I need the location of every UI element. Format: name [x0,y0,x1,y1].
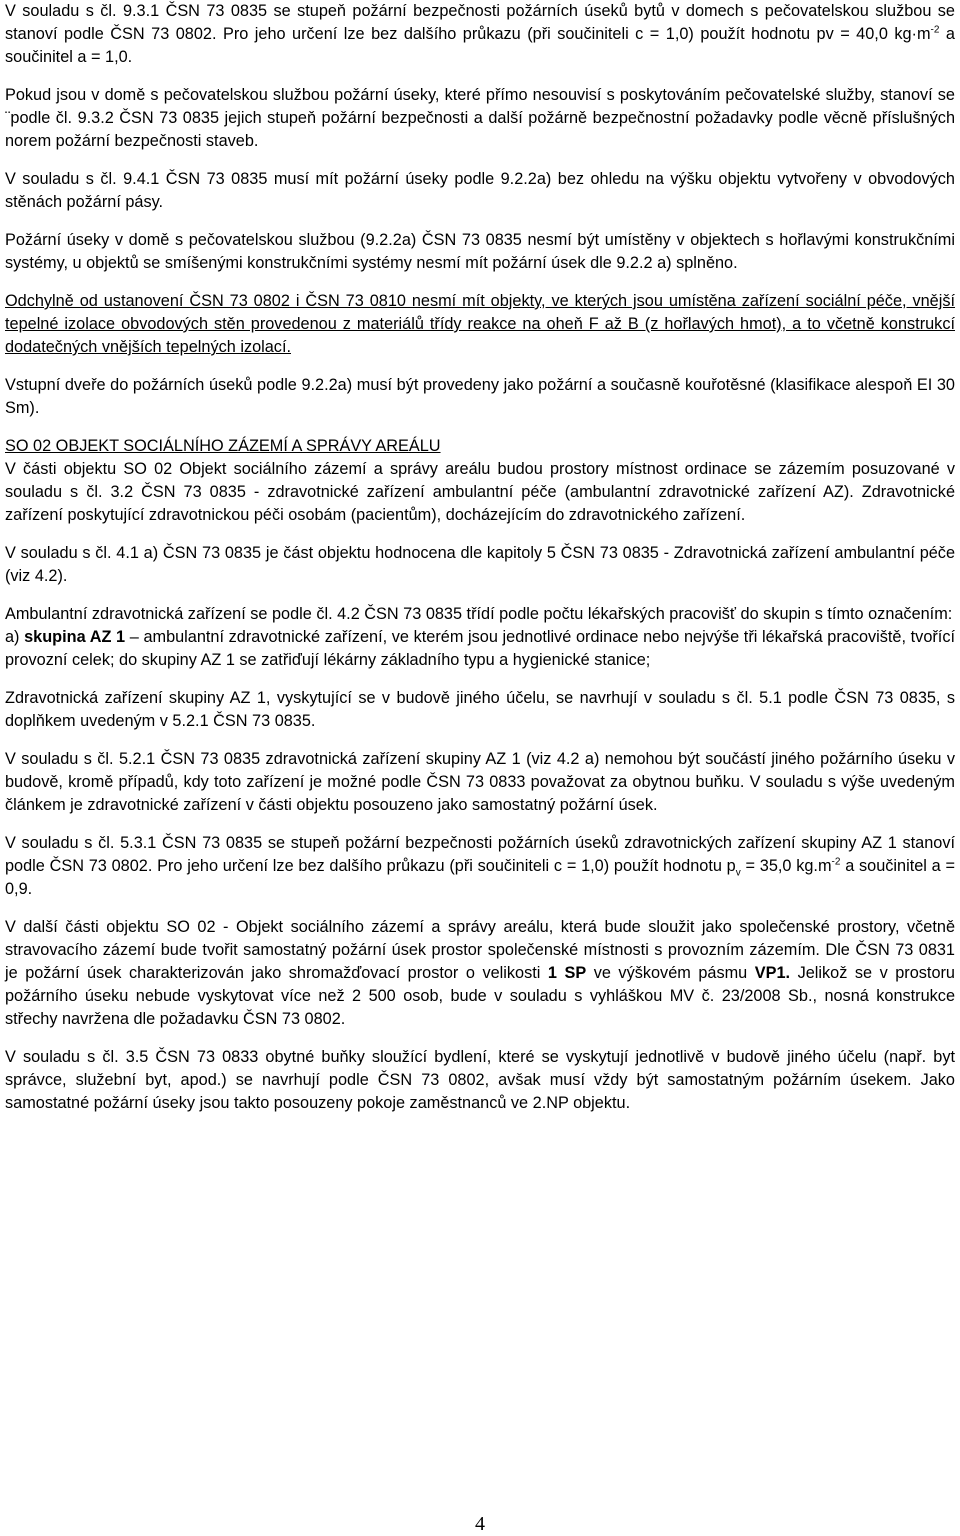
bold-term: 1 SP [547,964,587,982]
group-label: skupina AZ 1 [24,628,126,646]
section-heading: SO 02 OBJEKT SOCIÁLNÍHO ZÁZEMÍ A SPRÁVY AREÁLU [5,437,441,455]
page-number: 4 [475,1513,485,1535]
list-item: a) skupina AZ 1 – ambulantní zdravotnické zařízení, ve kterém jsou jednotlivé ordinace nebo nejvýše tři lékařská pracoviště, tvořící provozní celek; do skupiny AZ 1 se zatřiďují lékárny základního typu a hygienické stanice; [5,628,955,669]
paragraph-pv-value [5,0,955,69]
section-so02 [5,435,955,527]
paragraph-az1-other-building: Zdravotnická zařízení skupiny AZ 1, vyskytující se v budově jiného účelu, se navrhují v souladu s čl. 5.1 podle ČSN 73 0835, s doplňkem uvedeným v 5.2.1 ČSN 73 0835. [5,689,955,730]
subscript: v [735,867,741,879]
paragraph-non-care-sections: Pokud jsou v domě s pečovatelskou službou požární úseky, které přímo nesouvisí s poskytováním pečovatelské služby, stanoví se ¨podle čl. 9.3.2 ČSN 73 0835 jejich stupeň požární bezpečnosti a další požárně bezpečnostní požadavky podle věcně příslušných norem požární bezpečnosti staveb. [5,86,955,150]
exponent: -2 [831,856,841,868]
paragraph-az1-separate-section: V souladu s čl. 5.2.1 ČSN 73 0835 zdravotnická zařízení skupiny AZ 1 (viz 4.2 a) nemohou být součástí jiného požárního úseku v budově, kromě případů, kdy toto zařízení je možné podle ČSN 73 0833 považovat za obytnou buňku. V souladu s výše uvedeným článkem je zdravotnické zařízení v části objektu posouzeno jako samostatný požární úsek. [5,750,955,814]
paragraph-entrance-doors: Vstupní dveře do požárních úseků podle 9.2.2a) musí být provedeny jako požární a současně kouřotěsné (klasifikace alespoň EI 30 Sm). [5,376,955,417]
paragraph-evaluation-chapter: V souladu s čl. 4.1 a) ČSN 73 0835 je část objektu hodnocena dle kapitoly 5 ČSN 73 0835 - Zdravotnická zařízení ambulantní péče (viz 4.2). [5,544,955,585]
paragraph-so02-intro: V části objektu SO 02 Objekt sociálního zázemí a správy areálu budou prostory místnost ordinace se zázemím posuzované v souladu s čl. 3.2 ČSN 73 0835 - zdravotnické zařízení ambulantní péče (ambulantní zdravotnické zařízení AZ). Zdravotnické zařízení poskytující zdravotnickou péči osobám (pacientům), docházejícím do zdravotnického zařízení. [5,460,955,524]
bold-term: VP1. [754,964,791,982]
paragraph-assembly-space: V další části objektu SO 02 - Objekt sociálního zázemí a správy areálu, která bude sloužit jako společenské prostory, včetně stravovacího zázemí bude tvořit samostatný požární úsek prostor společenské místnosti s provozním zázemím. Dle ČSN 73 0831 je požární úsek charakterizován jako shromažďovací prostor o velikosti 1 SP ve výškovém pásmu VP1. Jelikož se v prostoru požárního úseku nebude vyskytovat více než 2 500 osob, bude v souladu s vyhláškou MV č. 23/2008 Sb., nosná konstrukce střechy navržena dle požadavku ČSN 73 0802. [5,918,955,1028]
exponent: -2 [930,24,940,36]
paragraph-az-groups [5,603,955,672]
paragraph-dwelling-units: V souladu s čl. 3.5 ČSN 73 0833 obytné buňky sloužící bydlení, které se vyskytují jednotlivě v budově jiného účelu (např. byt správce, služební byt, apod.) se navrhují podle ČSN 73 0802, avšak musí vždy být samostatným požárním úsekem. Jako samostatné požární úseky jsou takto posouzeny pokoje zaměstnanců ve 2.NP objektu. [5,1048,955,1112]
paragraph-text: Ambulantní zdravotnická zařízení se podle čl. 4.2 ČSN 73 0835 třídí podle počtu lékařských pracovišť do skupin s tímto označením: [5,605,953,623]
paragraph-construction-systems: Požární úseky v domě s pečovatelskou službou (9.2.2a) ČSN 73 0835 nesmí být umístěny v objektech s hořlavými konstrukčními systémy, u objektů se smíšenými konstrukčními systémy nesmí mít požární úsek dle 9.2.2 a) splněno. [5,231,955,272]
paragraph-insulation-deviation: Odchylně od ustanovení ČSN 73 0802 i ČSN 73 0810 nesmí mít objekty, ve kterých jsou umístěna zařízení sociální péče, vnější tepelné izolace obvodových stěn provedenou z materiálů třídy reakce na oheň F až B (z hořlavých hmot), a to včetně konstrukcí dodatečných vnějších tepelných izolací. [5,292,955,356]
paragraph-text: a součinitel a = 1,0. [5,25,955,66]
paragraph-text: V souladu s čl. 9.3.1 ČSN 73 0835 se stupeň požární bezpečnosti požárních úseků bytů v domech s pečovatelskou službou se stanoví podle ČSN 73 0802. Pro jeho určení lze bez dalšího průkazu (při součiniteli c = 1,0) použít hodnotu pv = 40,0 kg·m [5,2,955,43]
document-page [5,0,955,1115]
paragraph-fire-strips: V souladu s čl. 9.4.1 ČSN 73 0835 musí mít požární úseky podle 9.2.2a) bez ohledu na výšku objektu vytvořeny v obvodových stěnách požární pásy. [5,170,955,211]
paragraph-az1-pv-value: V souladu s čl. 5.3.1 ČSN 73 0835 se stupeň požární bezpečnosti požárních úseků zdravotnických zařízení skupiny AZ 1 stanoví podle ČSN 73 0802. Pro jeho určení lze bez dalšího průkazu (při součiniteli c = 1,0) použít hodnotu $p_v = 35,0$ $kg.m^{-2}$ a součinitel a = 0,9. [5,834,956,898]
